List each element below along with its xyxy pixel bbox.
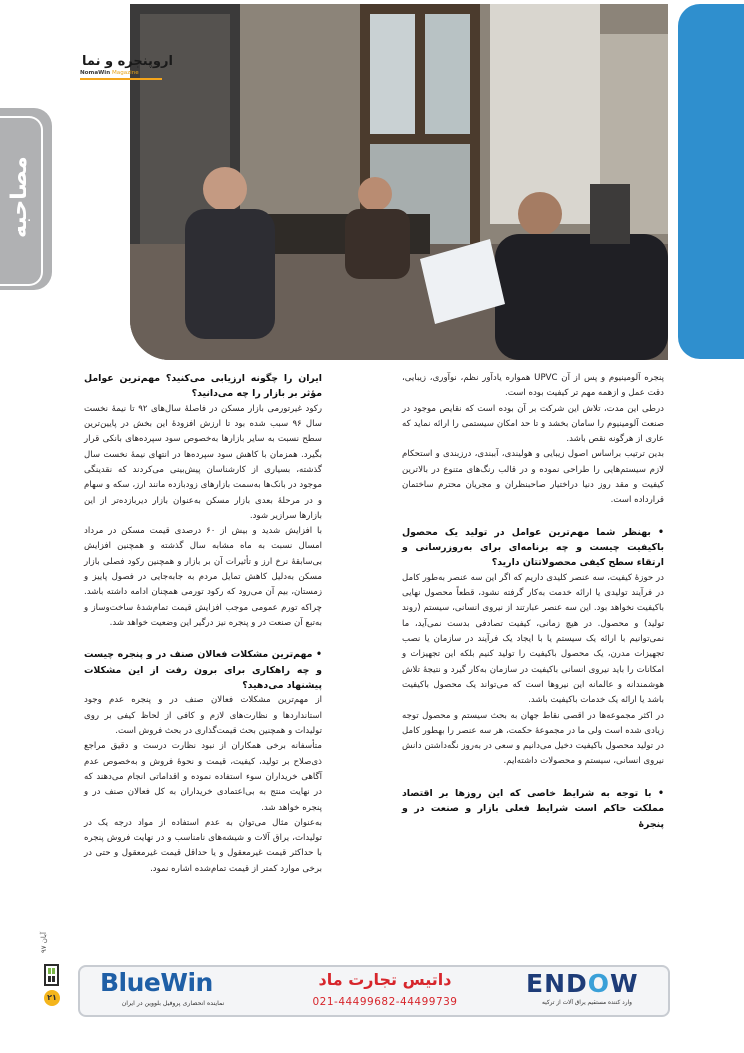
paragraph: درطی این مدت، تلاش این شرکت بر آن بوده است که نقایص موجود در صنعت آلومینیوم را سامان بخشد و تا حد امکان سیستمی را ارائه نماید که عاری از هرگونه نقص باشد.	[402, 403, 664, 445]
paragraph: از مهم‌ترین مشکلات فعالان صنف در و پنجره عدم وجود استانداردها و نظارت‌های لازم و کافی از لحاظ کیفی بر روی تولیدات و همچنین بحث قیمت‌گذاری در بحث فروش است.	[84, 695, 322, 737]
paragraph: در اکثر مجموعه‌ها در اقصی نقاط جهان به بحث سیستم و محصول توجه زیادی شده است ولی ما در مجموعۀ حکمت، هر سه عنصر را بهطور کامل در تولید محصول باکیفیت دخیل می‌دانیم و سعی در به‌روز نگه‌داشتن دانش نیروی انسانی، سیستم و محصولات داشته‌ایم.	[402, 710, 664, 767]
interview-photo	[130, 4, 668, 360]
endow-subtitle: وارد کننده مستقیم یراق آلات از ترکیه	[542, 1000, 632, 1006]
ad-bluewin	[92, 967, 252, 1015]
paragraph: متأسفانه برخی همکاران از نبود نظارت درست و دقیق مراجع ذی‌صلاح بر تولید، کیفیت، قیمت و نحوۀ فروش و به‌خصوص عدم آگاهی خریداران سوء استفاده نموده و اقداماتی انجام می‌دهند که در نهایت منتج به بی‌اعتمادی خریداران به کل فعالان صنف در و پنجره خواهد شد.	[84, 741, 322, 813]
magazine-window-icon	[44, 964, 59, 986]
interview-question: • با توجه به شرایط خاصی که این روزها بر اقتصاد مملکت حاکم است شرایط فعلی بازار و صنعت در و پنجرۀ	[402, 787, 664, 830]
text-column-left	[84, 371, 322, 877]
logo-subtitle	[80, 70, 139, 76]
bluewin-title: BlueWin	[100, 968, 213, 997]
paragraph: پنجره آلومینیوم و پس از آن UPVC همواره یادآور نظم، نوآوری، زیبایی، دقت عمل و ازهمه مهم تر کیفیت بوده است.	[402, 373, 664, 399]
photo-illustration	[130, 4, 668, 360]
logo-underline	[80, 78, 162, 80]
endow-title	[526, 969, 639, 998]
accent-bar	[678, 4, 744, 359]
magazine-logo	[80, 54, 173, 80]
section-label: مصاحبه	[7, 156, 32, 238]
logo-text: اروپنجره و نما	[82, 54, 173, 69]
logo-sub-en: NomaWin	[80, 70, 111, 76]
endow-title-c: W	[610, 969, 639, 998]
logo-sub-mag: Magazine	[111, 70, 139, 76]
paragraph: در حوزۀ کیفیت، سه عنصر کلیدی داریم که اگر این سه عنصر به‌طور کامل در فرآیند تولیدی یا ارائه خدمت به‌کار گرفته نشود، قطعاً محصول نهایی باکیفیت نخواهد بود. این سه عنصر عبارتند از نیروی انسانی، سیستم (روند تولید) و محصول. در هیچ زمانی، کیفیت تصادفی بدست نمی‌آید، ما نمی‌توانیم با ارائه یک سیستم یا با ایجاد یک فرآیند در سازمان یا نصب تجهیزات مدرن، یک محصول باکیفیت را تولید کنیم بلکه این تجهیزات و امکانات را باید نیروی انسانی باکیفیت در سازمان به‌کار گیرد و نتیجۀ تلاش هوشمندانه و عالمانه این نیروها است که می‌تواند یک محصول باکیفیت باشد یا ارائه یک خدمات باکیفیت باشد.	[402, 572, 664, 706]
paragraph-gap	[84, 631, 322, 647]
paragraph: رکود غیرتورمی بازار مسکن در فاصلۀ سال‌های ۹۲ تا نیمۀ نخست سال ۹۶ سبب شده بود تا ارزش افزودۀ این بخش در پایین‌ترین سطح نسبت به سایر بازارها به‌خصوص سود سپرده‌های بانکی قرار بگیرد. همزمان با کاهش سود سپرده‌ها در انتهای نیمۀ نخست سال گذشته، بسیاری از کارشناسان پیش‌بینی می‌کردند که نقدینگی موجود در بانک‌ها به‌سمت بازارهای زودبازده مانند ارز، سکه و سهام و در مرحلۀ بعدی بازار مسکن به‌عنوان بازار دیربازده‌تر از این بازارها سرازیر شود.	[84, 403, 323, 521]
interview-question: • مهم‌ترین مشکلات فعالان صنف در و پنجره چیست و چه راهکاری برای برون رفت از این مشکلات پیشنهاد می‌دهید؟	[84, 649, 322, 692]
datis-phone: 021-44499682-44499739	[312, 996, 458, 1008]
paragraph: به‌عنوان مثال می‌توان به عدم استفاده از مواد درجه یک در تولیدات، یراق آلات و شیشه‌های نامناسب و در نهایت فروش پنجره با حداکثر قیمت غیرمعقول و یا حداقل قیمت غیرمعقول و حتی در برخی موارد کمتر از قیمت تمام‌شده اشاره نمود.	[84, 817, 322, 874]
page-number: ۲۱	[44, 990, 60, 1006]
ad-datis	[285, 967, 485, 1015]
paragraph: بدین ترتیب براساس اصول زیبایی و هولیندی، آببندی، درزبندی و استحکام لازم سیستم‌هایی را طراحی نموده و در قالب رنگ‌های متنوع در بالاترین کیفیت و مقد روز دنیا دراختیار صاحبنظران و مجریان محترم ساختمان قرارداده است.	[402, 449, 664, 506]
paragraph: با افزایش شدید و بیش از ۶۰ درصدی قیمت مسکن در مرداد امسال نسبت به ماه مشابه سال گذشته و همچنین افزایش بی‌سابقۀ نرخ ارز و تأثیرات آن بر بازار و همچنین رکود فصلی بازار مسکن به‌دلیل کاهش تمایل مردم به جابه‌جایی در فصول پاییز و زمستان، بیم آن می‌رود که رکود تورمی همچنان ادامه داشته باشد. چراکه تورم عمومی موجب افزایش قیمت تمام‌شدۀ ساخت‌وساز و به‌تبع آن صنعت در و پنجره نیز درگیر این وضعیت خواهد شد.	[84, 526, 323, 628]
issue-date: آبان ۹۷	[40, 932, 48, 953]
datis-title: داتیس تجارت ماد	[318, 970, 452, 989]
endow-title-b: O	[587, 969, 611, 998]
text-column-right	[402, 371, 664, 832]
bluewin-subtitle: نماینده انحصاری پروفیل بلووین در ایران	[121, 1000, 225, 1007]
ad-endow	[512, 967, 662, 1015]
paragraph-gap	[402, 770, 664, 786]
interview-question: ایران را چگونه ارزیابی می‌کنید؟ مهم‌ترین عوامل مؤثر بر بازار را چه می‌دانید؟	[84, 373, 322, 400]
interview-question: • بهنظر شما مهم‌ترین عوامل در تولید یک محصول باکیفیت چیست و چه برنامه‌ای برای به‌روزرسانی و ارتقاء سطح کیفی محصولاتتان دارید؟	[402, 526, 664, 569]
paragraph-gap	[402, 509, 664, 525]
endow-title-a: END	[526, 969, 588, 998]
advertisement-bar	[78, 965, 670, 1017]
